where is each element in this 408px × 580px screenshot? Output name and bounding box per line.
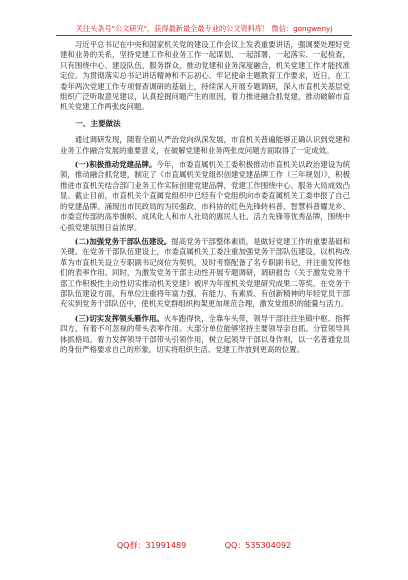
point-text-2: 提高党务干部整体素质，是做好党建工作的重要基础和关键。在党务干部队伍建设上，市委直属机关工委注重加强党务干部队伍建设，以机构改革为市直机关设立专职副书记岗位为契机，及时考察配备了名专职副书记，并注重发挥他们的表率作用。同时，为激发党务干部主动性开展专题调研，调研报告《关于激发党务干部工作积极性主动性切实推动机关党建》被评为年度机关党建研究成果二等奖。在党务干部队伍建设方面，有单位注重将年富力强，有能力、有素质、有创新精神的年轻党员干部充实到党务干部队伍中，使机关党群组织构架更加规范合理，激发党组织的能量与活力。	[60, 236, 350, 309]
intro-paragraph: 习近平总书记在中央和国家机关党的建设工作会议上发表重要讲话，强调要处理好党建和业务的关系，坚持党建工作和业务工作一起谋划、一起部署、一起落实、一起检查，只有围绕中心、建设队伍、服务群众，推动党建和业务深度融合，机关党建工作才能找准定位。为贯彻落实总书记讲话精神和不忘初心、牢记使命主题教育工作要求，近日，在工委年两次党建工作专项督查调研的基础上，持续深入开展专题调研，深入市直机关基层党组织广泛听取意见建议，认真挖掘问题产生的原因，着力推进融合抓党建，推动破解市直机关党建工作两张皮问题。	[60, 40, 350, 112]
section-heading: 一、主要做法	[75, 118, 121, 128]
point-lead-3: (三)切实发挥领头雁作用。	[74, 313, 164, 323]
point-text-3: 火车跑得快，全靠车头带，领导干部往往坐镇中枢、指挥四方，有着不可忽视的带头表率作用。大部分单位能够坚持主要领导亲自抓、分管领导具体抓格局。着力发挥领导干部带头引领作用，树立起领导干部以身作则，以一名普通党员的身份严格要求自己的形象，切实将组织生活、党建工作放到更高的位置。	[60, 313, 350, 354]
point-text-1: 今年，市委直属机关工委积极推动市直机关以政治建设为统领，推动融合抓党建，制定了《市直属机关党组织创建党建品牌工作（三年规划）》，积极推进市直机关结合部门业务工作实际创建党建品牌，党建工作围绕中心、服务大局成效凸显。截止目前，市直机关个直属党组织中已经有个党组织向市委直属机关工委申报了自己的党建品牌。涌现出市民政局的为民强政、市科协的红色先锋转科普、智慧科普耀龙乡、市委宣传部的高举旗帜、成风化人和市人社局的惠民人社、活力先锋等优秀品牌，围绕中心抓党建氛围日益浓厚。	[60, 160, 350, 232]
document-body	[60, 40, 350, 359]
summary-paragraph: 通过调研发现，随着全面从严治党向纵深发展，市直机关普遍能够正确认识到党建和业务工作融合发展的重要意义，在破解党建和业务两张皮问题方面取得了一定成效。	[60, 135, 350, 155]
point-paragraph-2	[60, 237, 350, 310]
qq-group: QQ群：31991489	[116, 541, 187, 550]
qq-number: QQ：535304092	[224, 541, 292, 550]
contact-footer	[0, 541, 408, 551]
point-paragraph-3	[60, 314, 350, 356]
point-lead-1: (一)积极推动党建品牌。	[74, 160, 157, 170]
header-divider	[56, 35, 352, 36]
point-lead-2: (二)加强党务干部队伍建设。	[74, 236, 172, 246]
point-paragraph-1	[60, 160, 350, 233]
promo-header: 关注头条号"公文研究"，获得最新最全最专业的公文资料库！ 微信：gongwenyj	[75, 24, 333, 33]
